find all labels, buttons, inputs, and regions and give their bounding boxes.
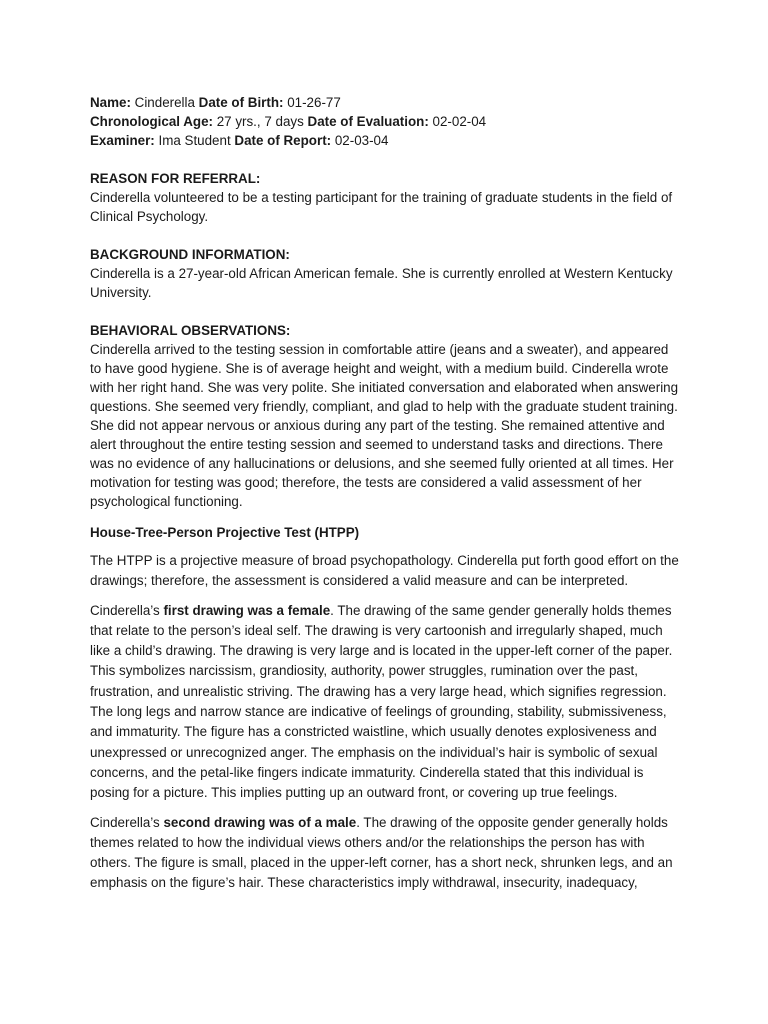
observations-heading: BEHAVIORAL OBSERVATIONS: (90, 323, 291, 338)
p2-text: . The drawing of the opposite gender generally holds themes related to how the individual views others and/or the relationships the person has with others. The figure is small, placed in the upper-left corner, has a short neck, shrunken legs, and an emphasis on the figure’s hair. These characteristics imply withdrawal, insecurity, inadequacy, (90, 814, 673, 891)
doe-label: Date of Evaluation: (307, 114, 429, 129)
header-line-3 (90, 131, 682, 150)
observations-section (90, 321, 682, 511)
htpp-intro: The HTPP is a projective measure of broad psychopathology. Cinderella put forth good effort on the drawings; therefore, the assessment is considered a valid measure and can be interpreted. (90, 553, 679, 589)
htpp-section (90, 523, 682, 894)
header-line-1 (90, 93, 682, 112)
age-label: Chronological Age: (90, 114, 213, 129)
background-text: Cinderella is a 27-year-old African American female. She is currently enrolled at Western Kentucky University. (90, 266, 673, 300)
referral-section (90, 169, 682, 226)
name-label: Name: (90, 95, 131, 110)
htpp-first-drawing-paragraph (90, 601, 682, 804)
examiner-value: Ima Student (154, 133, 235, 148)
p2-lead: Cinderella’s (90, 814, 164, 830)
p1-text: . The drawing of the same gender generally holds themes that relate to the person’s ideal self. The drawing is very cartoonish and irregularly shaped, much like a child’s drawing. The drawing is very large and is located in the upper-left corner of the paper. This symbolizes narcissism, grandiosity, authority, power struggles, rumination over the past, frustration, and unrealistic striving. The drawing has a very large head, which signifies regression. The long legs and narrow stance are indicative of feelings of grounding, stability, submissiveness, and immaturity. The figure has a constricted waistline, which usually denotes explosiveness and unexpressed or unrecognized anger. The emphasis on the individual’s hair is symbolic of sexual concerns, and the petal-like fingers indicate immaturity. Cinderella stated that this individual is posing for a picture. This implies putting up an outward front, or covering up true feelings. (90, 602, 673, 801)
background-section (90, 245, 682, 302)
dor-value: 02-03-04 (331, 133, 389, 148)
dor-label: Date of Report: (234, 133, 332, 148)
age-value: 27 yrs., 7 days (213, 114, 308, 129)
htpp-second-drawing-paragraph (90, 813, 682, 894)
observations-text: Cinderella arrived to the testing session in comfortable attire (jeans and a sweater), and appeared to have good hygiene. She is of average height and weight, with a medium build. Cinderella wrote with her right hand. She was very polite. She initiated conversation and elaborated when answering questions. She seemed very friendly, compliant, and glad to help with the graduate student training. She did not appear nervous or anxious during any part of the testing. She remained attentive and alert throughout the entire testing session and seemed to understand tasks and directions. There was no evidence of any hallucinations or delusions, and she seemed fully oriented at all times. Her motivation for testing was good; therefore, the tests are considered a valid assessment of her psychological functioning. (90, 342, 679, 509)
name-value: Cinderella (130, 95, 199, 110)
dob-label: Date of Birth: (198, 95, 284, 110)
report-header (90, 93, 682, 150)
referral-text: Cinderella volunteered to be a testing participant for the training of graduate students in the field of Clinical Psychology. (90, 190, 673, 224)
p2-bold: second drawing was of a male (163, 814, 357, 830)
p1-lead: Cinderella’s (90, 602, 164, 618)
examiner-label: Examiner: (90, 133, 155, 148)
report-page (90, 93, 682, 894)
htpp-heading: House-Tree-Person Projective Test (HTPP) (90, 525, 360, 540)
doe-value: 02-02-04 (428, 114, 487, 129)
background-heading: BACKGROUND INFORMATION: (90, 247, 290, 262)
dob-value: 01-26-77 (283, 95, 341, 110)
header-line-2 (90, 112, 682, 131)
p1-bold: first drawing was a female (163, 602, 331, 618)
referral-heading: REASON FOR REFERRAL: (90, 171, 261, 186)
